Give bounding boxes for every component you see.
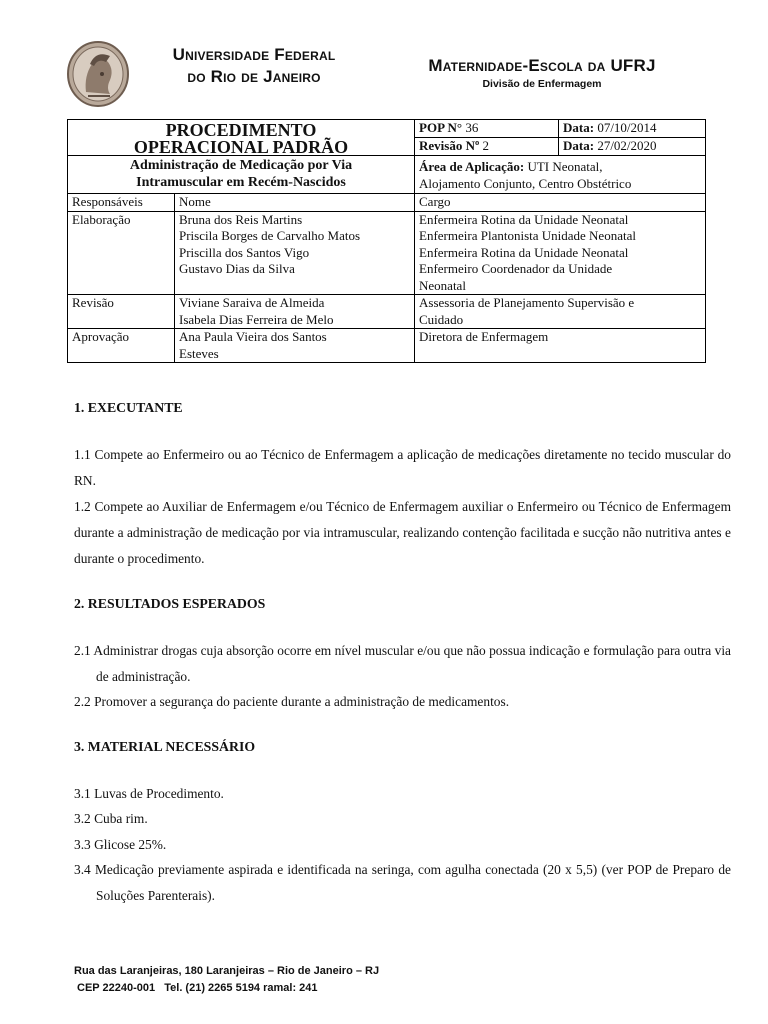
item-text: Administrar drogas cuja absorção ocorre em nível muscular e/ou que não possua indicação e formulação para outra via de administração. bbox=[93, 643, 731, 684]
item-text: Cuba rim. bbox=[94, 811, 148, 826]
responsible-stage: Aprovação bbox=[68, 329, 175, 363]
section-item bbox=[74, 494, 731, 572]
item-text: Compete ao Enfermeiro ou ao Técnico de Enfermagem a aplicação de medicações diretamente no tecido muscular do RN. bbox=[74, 447, 731, 488]
item-number: 3.2 bbox=[74, 811, 91, 826]
responsible-names bbox=[175, 295, 415, 329]
footer-contact: CEP 22240-001 Tel. (21) 2265 5194 ramal: 241 bbox=[77, 982, 318, 994]
item-number: 2.2 bbox=[74, 694, 91, 709]
responsible-name: Priscila Borges de Carvalho Matos bbox=[179, 228, 361, 243]
responsible-roles bbox=[415, 295, 706, 329]
section bbox=[74, 596, 731, 715]
pop-number-label: POP N° bbox=[419, 120, 463, 135]
responsible-stage: Revisão bbox=[68, 295, 175, 329]
item-number: 3.3 bbox=[74, 836, 91, 852]
responsible-roles bbox=[415, 329, 706, 363]
pop-title-line-2: OPERACIONAL PADRÃO bbox=[133, 136, 349, 157]
responsible-name: Priscilla dos Santos Vigo bbox=[179, 244, 310, 260]
maternity-title: Maternidade-Escola da UFRJ bbox=[428, 56, 656, 75]
application-area-cell bbox=[415, 156, 706, 194]
item-text: Compete ao Auxiliar de Enfermagem e/ou Técnico de Enfermagem auxiliar o Enfermeiro ou Técnico de Enfermagem durante a administração de medicação por via intramuscular, realizando contenção facilitada e sucção não nutritiva antes e durante o procedimento. bbox=[74, 499, 731, 566]
pop-title-cell bbox=[68, 120, 415, 156]
responsible-name: Isabela Dias Ferreira de Melo bbox=[179, 311, 334, 327]
section-item bbox=[74, 442, 731, 494]
responsible-role: Cuidado bbox=[419, 311, 464, 327]
area-line-1: UTI Neonatal, bbox=[527, 159, 603, 174]
responsible-row bbox=[68, 329, 706, 363]
document-body bbox=[74, 400, 731, 908]
division-subtitle: Divisão de Enfermagem bbox=[482, 78, 602, 90]
university-line-2: do Rio de Janeiro bbox=[187, 67, 321, 86]
responsible-name: Gustavo Dias da Silva bbox=[179, 261, 295, 276]
ufrj-seal-logo bbox=[66, 40, 130, 108]
responsible-name: Bruna dos Reis Martins bbox=[179, 211, 303, 227]
subtitle-line-1: Administração de Medicação por Via bbox=[129, 158, 353, 173]
item-text: Luvas de Procedimento. bbox=[94, 785, 224, 801]
section-item bbox=[74, 638, 731, 689]
section-item bbox=[74, 781, 731, 807]
section-item bbox=[74, 832, 731, 858]
responsible-row bbox=[68, 211, 706, 295]
section bbox=[74, 739, 731, 909]
responsible-name: Viviane Saraiva de Almeida bbox=[179, 295, 325, 310]
responsible-role: Neonatal bbox=[419, 277, 466, 293]
responsible-roles bbox=[415, 211, 706, 295]
date-cell-1 bbox=[559, 120, 706, 138]
section-item bbox=[74, 689, 731, 715]
item-text: Glicose 25%. bbox=[94, 836, 167, 852]
item-text: Promover a segurança do paciente durante a administração de medicamentos. bbox=[94, 694, 510, 709]
revision-cell bbox=[415, 138, 559, 156]
responsible-name: Esteves bbox=[179, 345, 219, 361]
pop-number-cell bbox=[415, 120, 559, 138]
responsible-names bbox=[175, 211, 415, 295]
responsible-role: Enfermeira Rotina da Unidade Neonatal bbox=[419, 211, 629, 227]
section-heading: 3. MATERIAL NECESSÁRIO bbox=[74, 738, 256, 754]
col-header-responsaveis: Responsáveis bbox=[68, 194, 175, 212]
responsible-row bbox=[68, 295, 706, 329]
section-heading: 2. RESULTADOS ESPERADOS bbox=[74, 596, 266, 611]
responsible-role: Diretora de Enfermagem bbox=[419, 329, 549, 344]
date-value-1: 07/10/2014 bbox=[597, 120, 657, 135]
university-line-1: Universidade Federal bbox=[172, 45, 336, 64]
date-value-2: 27/02/2020 bbox=[597, 138, 657, 153]
item-number: 3.4 bbox=[74, 862, 91, 877]
responsible-stage: Elaboração bbox=[68, 211, 175, 295]
date-label-1: Data: bbox=[563, 120, 595, 135]
responsibles-rows bbox=[68, 211, 706, 363]
procedure-subtitle-cell bbox=[68, 156, 415, 194]
item-number: 2.1 bbox=[74, 643, 91, 658]
maternity-header bbox=[392, 56, 692, 90]
section bbox=[74, 400, 731, 572]
section-item bbox=[74, 857, 731, 908]
pop-title-line-1: PROCEDIMENTO bbox=[165, 120, 317, 140]
col-header-cargo: Cargo bbox=[415, 194, 706, 212]
responsible-names bbox=[175, 329, 415, 363]
col-header-nome: Nome bbox=[175, 194, 415, 212]
responsible-role: Assessoria de Planejamento Supervisão e bbox=[419, 295, 635, 310]
subtitle-line-2: Intramuscular em Recém-Nascidos bbox=[136, 174, 346, 190]
pop-header-table bbox=[67, 119, 706, 363]
date-label-2: Data: bbox=[563, 138, 595, 153]
item-text: Medicação previamente aspirada e identificada na seringa, com agulha conectada (20 x 5,5) (ver POP de Preparo de Soluções Parenterais). bbox=[95, 862, 731, 903]
section-item bbox=[74, 806, 731, 832]
responsible-role: Enfermeira Plantonista Unidade Neonatal bbox=[419, 228, 636, 243]
responsible-role: Enfermeira Rotina da Unidade Neonatal bbox=[419, 244, 629, 260]
responsible-role: Enfermeiro Coordenador da Unidade bbox=[419, 261, 613, 276]
page-footer bbox=[74, 963, 379, 997]
section-heading: 1. EXECUTANTE bbox=[74, 400, 183, 415]
area-label: Área de Aplicação: bbox=[419, 159, 525, 174]
university-name bbox=[140, 44, 368, 88]
pop-number: 36 bbox=[465, 120, 479, 135]
area-line-2: Alojamento Conjunto, Centro Obstétrico bbox=[419, 175, 632, 191]
revision-label: Revisão Nº bbox=[419, 138, 480, 153]
footer-address: Rua das Laranjeiras, 180 Laranjeiras – Rio de Janeiro – RJ bbox=[74, 965, 380, 977]
date-cell-2 bbox=[559, 138, 706, 156]
revision-number: 2 bbox=[482, 138, 490, 153]
responsible-name: Ana Paula Vieira dos Santos bbox=[179, 329, 327, 344]
item-number: 1.2 bbox=[74, 499, 91, 514]
item-number: 3.1 bbox=[74, 785, 91, 801]
item-number: 1.1 bbox=[74, 447, 91, 462]
